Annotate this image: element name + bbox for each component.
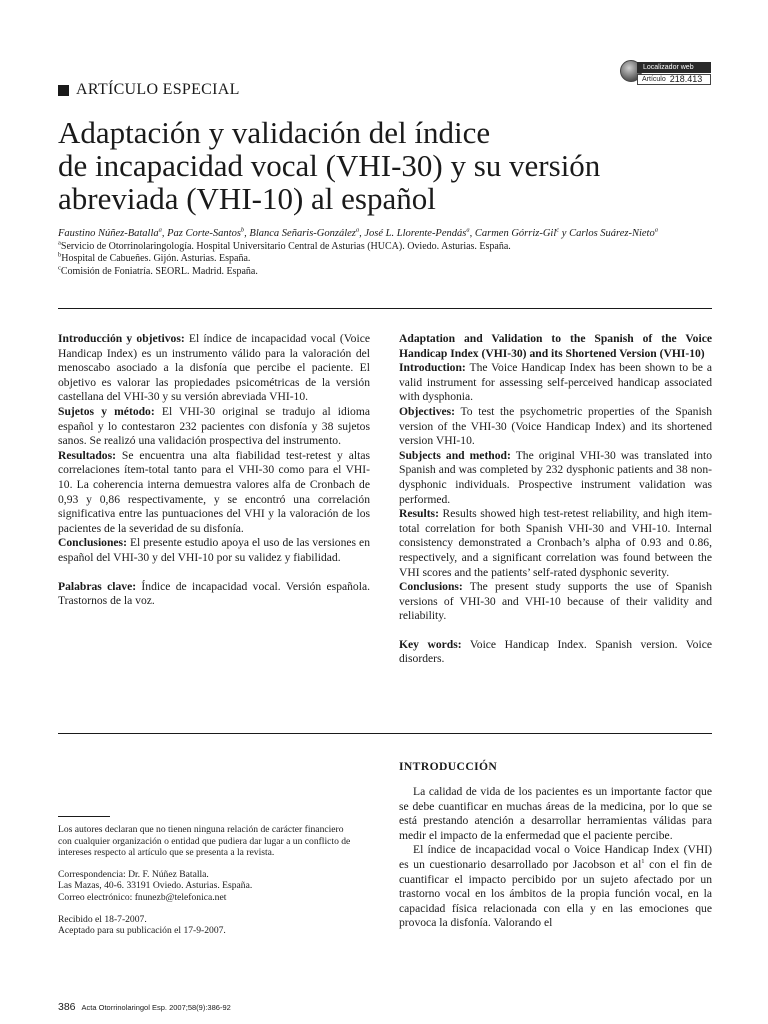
author: Carmen Górriz-Gil bbox=[474, 228, 557, 239]
square-bullet-icon bbox=[58, 85, 69, 96]
author: José L. Llorente-Pendás bbox=[364, 228, 467, 239]
badge-article-number: Artículo 218.413 bbox=[637, 74, 711, 85]
abstract-intro: Introducción y objetivos: El índice de incapacidad vocal (Voice Handicap Index) es un instrumento válido para la valoración del menoscabo asociado a la disfonía que percibe el paciente. El objetivo es valorar las propiedades psicométricas de la versión castellana del VHI-30 y su versión abreviada VHI-10. bbox=[58, 332, 370, 404]
abstract-conclusions: Conclusions: The present study supports the use of Spanish versions of VHI-30 and VHI-10 because of their validity and reliability. bbox=[399, 580, 712, 623]
page-footer bbox=[58, 1001, 231, 1013]
page-number: 386 bbox=[58, 1001, 76, 1013]
introduction-heading: INTRODUCCIÓN bbox=[399, 760, 498, 773]
abstract-intro: Introduction: The Voice Handicap Index has been shown to be a valid instrument for assessing self-perceived handicap associated with dysphonia. bbox=[399, 361, 712, 404]
footnotes bbox=[58, 824, 358, 937]
author: Faustino Núñez-Batalla bbox=[58, 228, 159, 239]
affiliations bbox=[58, 241, 718, 278]
abstract-conclusions: Conclusiones: El presente estudio apoya el uso de las versiones en español del VHI-30 y del VHI-10 por su validez y fiabilidad. bbox=[58, 536, 370, 564]
disclosure-note: Los autores declaran que no tienen ninguna relación de carácter financiero con cualquier organización o entidad que pudiera dar lugar a un conflicto de intereses respecto al artículo que se presenta a la revista. bbox=[58, 824, 351, 859]
top-divider bbox=[58, 308, 712, 309]
abstract-english bbox=[399, 332, 712, 667]
affiliation: $^c$Comisión de Foniatría. SEORL. Madrid. España. bbox=[58, 264, 258, 277]
title-line: Adaptación y validación del índice bbox=[58, 115, 491, 150]
correspondence: Correspondencia: Dr. F. Núñez Batalla. bbox=[58, 868, 209, 880]
abstract-methods: Sujetos y método: El VHI-30 original se tradujo al idioma español y lo contestaron 232 pacientes con disfonía y 38 sujetos sanos. Se realizó una validación prospectiva del instrumento. bbox=[58, 404, 371, 448]
author-list: Faustino Núñez-Batalla$^a$, Paz Corte-Santos$^b$, Blanca Señaris-González$^a$, José L. Llorente-Pendás$^a$, Carmen Górriz-Gil$^c$ y Carlos Suárez-Nieto$^a$ bbox=[58, 226, 658, 239]
affiliation: $^b$Hospital de Cabueñes. Gijón. Asturias. España. bbox=[58, 252, 251, 265]
bottom-divider bbox=[58, 733, 712, 734]
correspondence-email: Correo electrónico: fnunezb@telefonica.net bbox=[58, 891, 227, 903]
introduction-body bbox=[399, 785, 712, 931]
accepted-date: Aceptado para su publicación el 17-9-2007. bbox=[58, 925, 226, 937]
title-line: abreviada (VHI-10) al español bbox=[58, 181, 436, 216]
abstract-spanish bbox=[58, 332, 370, 609]
badge-top-text: Localizador web bbox=[637, 62, 711, 73]
section-label-text: ARTÍCULO ESPECIAL bbox=[76, 81, 240, 98]
journal-citation: Acta Otorrinolaringol Esp. 2007;58(9):386-92 bbox=[81, 1003, 231, 1012]
paragraph: El índice de incapacidad vocal o Voice Handicap Index (VHI) es un cuestionario desarrollado por Jacobson et $al^1$ con el fin de cuantificar el impacto percibido por un sujeto afectado por un trastorno vocal en los ámbitos de la propia función vocal, en la capacidad física relacionada con ella y en las emociones que provoca la disfonía. Valorando el bbox=[399, 843, 712, 930]
web-locator-badge bbox=[620, 60, 712, 88]
abstract-methods: Subjects and method: The original VHI-30 was translated into Spanish and was completed by 232 dysphonic patients and 38 non-dysphonic individuals. Prospective instrument validation was performed. bbox=[399, 448, 713, 506]
title-line: de incapacidad vocal (VHI-30) y su versión bbox=[58, 148, 601, 183]
received-date: Recibido el 18-7-2007. bbox=[58, 913, 147, 925]
paragraph: La calidad de vida de los pacientes es un importante factor que se debe cuantificar en muchas áreas de la medicina, por lo que se está prestando atención a desarrollar herramientas válidas para medir el impacto de la enfermedad que el paciente percibe. bbox=[399, 785, 712, 842]
author: Blanca Señaris-González bbox=[249, 228, 356, 239]
author: Carlos Suárez-Nieto bbox=[569, 228, 655, 239]
article-title bbox=[58, 116, 708, 215]
section-label bbox=[58, 81, 240, 99]
abstract-objectives: Objectives: To test the psychometric properties of the Spanish version of the VHI-30 (Voice Handicap Index) and its shortened version VHI-10. bbox=[399, 404, 712, 448]
correspondence: Las Mazas, 40-6. 33191 Oviedo. Asturias. España. bbox=[58, 880, 253, 892]
affiliation: $^a$Servicio de Otorrinolaringología. Hospital Universitario Central de Asturias (HUCA). Oviedo. Asturias. España. bbox=[58, 239, 511, 252]
footnote-rule bbox=[58, 816, 110, 817]
abstract-results: Results: Results showed high test-retest reliability, and high item-total correlation for both Spanish VHI-30 and VHI-10. Internal consistency demonstrated a Cronbach’s alpha of 0.93 and 0.86, respectively, and a significant correlation was found between the VHI scores and the patients’ self-rated dysphonic severity. bbox=[399, 507, 712, 579]
keywords-spanish: Palabras clave: Índice de incapacidad vocal. Versión española. Trastornos de la voz. bbox=[58, 579, 370, 608]
keywords-english: Key words: Voice Handicap Index. Spanish version. Voice disorders. bbox=[399, 637, 712, 666]
author: Paz Corte-Santos bbox=[167, 228, 241, 239]
english-title: Adaptation and Validation to the Spanish of the Voice Handicap Index (VHI-30) and its Shortened Version (VHI-10) bbox=[399, 332, 712, 360]
abstract-results: Resultados: Se encuentra una alta fiabilidad test-retest y altas correlaciones ítem-total tanto para el VHI-30 como para el VHI-10. La coherencia interna demuestra valores alfa de Cronbach de 0,93 y 0,86 respectivamente, y se encontró una correlación significativa entre las puntuaciones del VHI y la valoración de los pacientes de la severidad de su disfonía. bbox=[58, 448, 370, 535]
